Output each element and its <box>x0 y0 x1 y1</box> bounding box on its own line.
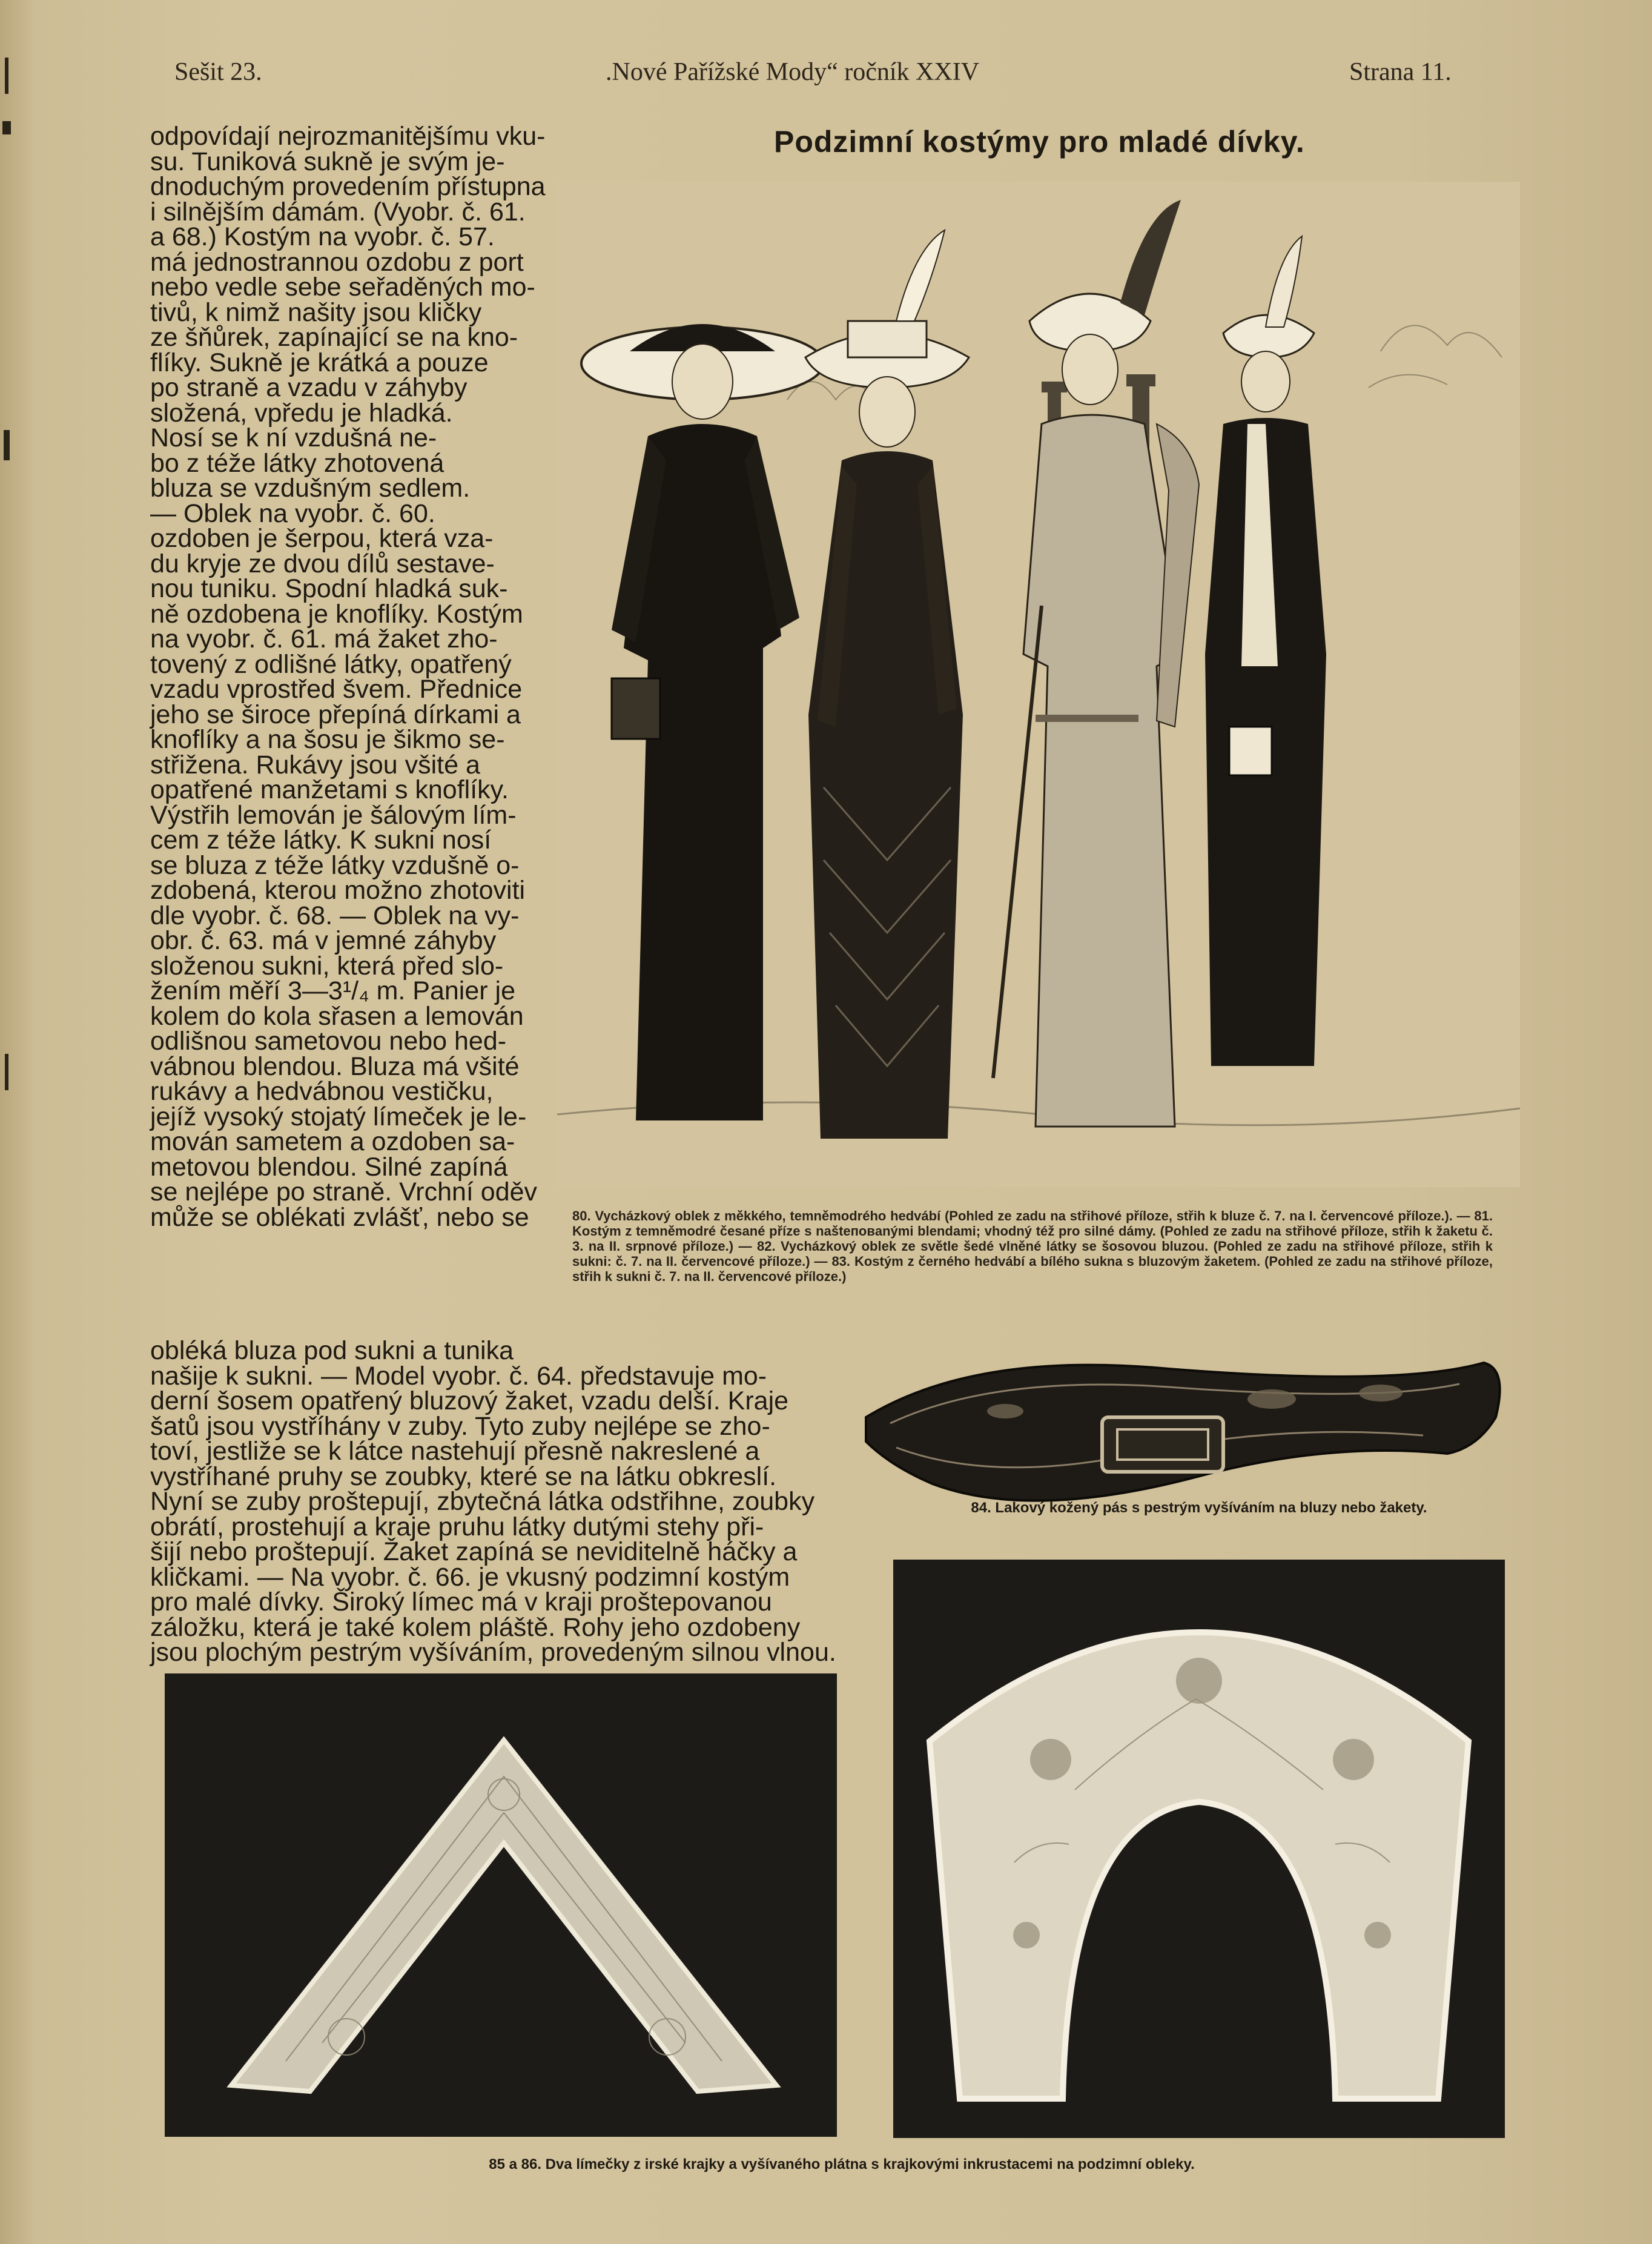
article-line: toví, jestliže se k látce nastehují přesně nakreslené a <box>150 1437 760 1466</box>
article-line: se nejlépe po straně. Vrchní oděv <box>150 1177 538 1206</box>
article-line: záložku, která je také kolem pláště. Rohy jeho ozdobeny <box>150 1612 801 1642</box>
article-line: flíky. Sukně je krátká a pouze <box>150 348 489 377</box>
article-line: jejíž vysoký stojatý límeček je le- <box>150 1102 527 1131</box>
article-line: pro malé dívky. Široký límec má v kraji proštepovanou <box>150 1587 772 1617</box>
irish-lace-collar-photo <box>165 1673 837 2137</box>
article-line: i silnějším dámám. (Vyobr. č. 61. <box>150 197 526 227</box>
article-line: odlišnou sametovou nebo hed- <box>150 1027 507 1056</box>
article-line: ze šňůrek, zapínající se na kno- <box>150 323 518 352</box>
collars-caption: 85 a 86. Dva límečky z irské krajky a vyšívaného plátna s krajkovými inkrustacemi na podzimní obleky. <box>489 2156 1195 2173</box>
article-line: du kryje ze dvou dílů sestave- <box>150 549 495 578</box>
article-continuation <box>150 1336 853 1667</box>
article-line: může se oblékati zvlášť, nebo se <box>150 1202 529 1232</box>
lace-collar-drawing <box>165 1673 837 2137</box>
article-line: cem z téže látky. K sukni nosí <box>150 826 492 855</box>
article-line: obléká bluza pod sukni a tunika <box>150 1336 514 1365</box>
article-line: dle vyobr. č. 68. — Oblek na vy- <box>150 901 520 930</box>
article-line: vystříhané pruhy se zoubky, které se na látku obkreslí. <box>150 1461 777 1491</box>
article-line: nebo vedle sebe seřaděných mo- <box>150 273 535 302</box>
article-line: a 68.) Kostým na vyobr. č. 57. <box>150 222 495 251</box>
article-line: Nyní se zuby proštepují, zbytečná látka odstřihne, zoubky <box>150 1487 815 1516</box>
article-line: se bluza z téže látky vzdušně o- <box>150 850 520 880</box>
header-issue: Sešit 23. <box>174 58 262 86</box>
article-line: bo z téže látky zhotovená <box>150 448 444 478</box>
article-line: šatů jsou vystříhány v zuby. Tyto zuby nejlépe se zho- <box>150 1411 770 1441</box>
page-edge-marks <box>0 0 18 2244</box>
main-illustration-caption: 80. Vycházkový oblek z měkkého, temněmodrého hedvábí (Pohled ze zadu na střihové příloze, střih k bluze č. 7. na I. červencové příloze.). — 81. Kostým z temněmodré česané příze s našteповanými blendami; vhodný též pro silné dámy. (Pohled ze zadu na střihové příloze, střih k žaketu č. 3. na II. srpnové příloze.) — 82. Vycházkový oblek ze světle šedé vlněné látky se šosovou bluzou. (Pohled ze zadu na střihové příloze, střih k sukni: č. 7. na II. červencové příloze.) — 83. Kostým z černého hedvábí a bílého sukna s bluzovým žaketem. (Pohled ze zadu na střihové příloze, střih k sukni č. 7. na II. červencové příloze.) <box>572 1208 1493 1284</box>
embroidered-collar-drawing <box>893 1560 1505 2138</box>
header-page-number: Strana 11. <box>1349 58 1452 86</box>
article-line: rukávy a hedvábnou vestičku, <box>150 1077 494 1106</box>
article-line: Výstřih lemován je šálovým lím- <box>150 800 517 830</box>
header-magazine-title: .Nové Pařížské Mody“ ročník XXIV <box>606 58 980 86</box>
article-column <box>150 124 550 1230</box>
article-line: složená, vpředu je hladká. <box>150 398 453 428</box>
article-line: vzadu vprostřed švem. Přednice <box>150 675 523 704</box>
article-line: jsou plochým pestrým vyšíváním, provedeným silnou vlnou. <box>150 1638 836 1667</box>
article-line: metovou blendou. Silné zapíná <box>150 1152 508 1182</box>
article-line: zdobená, kterou možno zhotoviti <box>150 876 526 905</box>
article-line: kolem do kola sřasen a lemován <box>150 1001 524 1031</box>
article-line: po straně a vzadu v záhyby <box>150 373 468 402</box>
article-line: ně ozdobena je knoflíky. Kostým <box>150 599 523 629</box>
article-line: ozdoben je šerpou, která vza- <box>150 524 494 553</box>
article-line: mován sametem a ozdoben sa- <box>150 1127 515 1156</box>
article-line: opatřené manžetami s knoflíky. <box>150 775 509 804</box>
article-line: žením měří 3—3¹/₄ m. Panier je <box>150 976 516 1005</box>
article-line: obrátí, prostehují a kraje pruhu látky dutými stehy při- <box>150 1512 764 1541</box>
article-line: Nosí se k ní vzdušná ne- <box>150 423 437 452</box>
article-line: složenou sukni, která před slo- <box>150 951 504 981</box>
figure-81-dark-coat-costume <box>805 230 969 1139</box>
article-line: knoflíky a na šosu je šikmo se- <box>150 725 505 754</box>
embroidered-collar-photo <box>893 1560 1505 2138</box>
article-line: střižena. Rukávy jsou všité a <box>150 750 480 779</box>
belt-caption: 84. Lakový kožený pás s pestrým vyšíváním na bluzy nebo žakety. <box>971 1500 1427 1516</box>
article-line: — Oblek na vyobr. č. 60. <box>150 498 435 528</box>
article-line: našije k sukni. — Model vyobr. č. 64. představuje mo- <box>150 1361 767 1391</box>
article-line: dnoduchým provedením přístupna <box>150 172 546 201</box>
article-line: má jednostrannou ozdobu z port <box>150 247 524 277</box>
article-line: vábnou blendou. Bluza má všité <box>150 1051 520 1081</box>
article-line: nou tuniku. Spodní hladká suk- <box>150 574 508 603</box>
fashion-illustration <box>557 182 1520 1187</box>
article-title: Podzimní kostýmy pro mladé dívky. <box>774 125 1305 159</box>
article-line: derní šosem opatřený bluzový žaket, vzadu delší. Kraje <box>150 1386 789 1415</box>
article-line: na vyobr. č. 61. má žaket zho- <box>150 624 498 654</box>
article-line: odpovídají nejrozmanitějšímu vku- <box>150 122 546 151</box>
article-line: šijí nebo proštepují. Žaket zapíná se neviditelně háčky a <box>150 1537 798 1566</box>
article-line: jeho se široce přepíná dírkami a <box>150 700 521 729</box>
article-line: obr. č. 63. má v jemné záhyby <box>150 926 497 955</box>
article-line: tivů, k nimž našity jsou kličky <box>150 297 482 327</box>
article-line: bluza se vzdušným sedlem. <box>150 474 471 503</box>
article-line: su. Tuniková sukně je svým je- <box>150 147 505 176</box>
article-line: kličkami. — Na vyobr. č. 66. je vkusný podzimní kostým <box>150 1562 790 1592</box>
article-line: tovený z odlišné látky, opatřený <box>150 649 512 679</box>
